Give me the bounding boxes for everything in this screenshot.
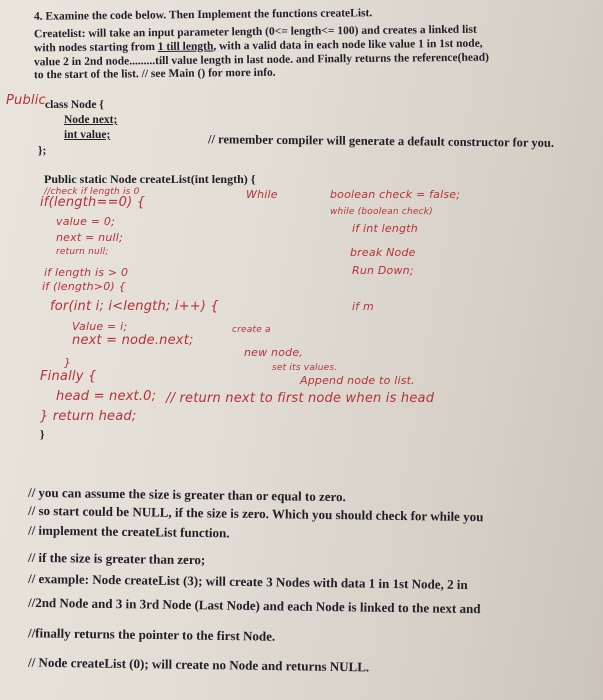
- hw-for-loop: for(int i; i<length; i++) {: [50, 299, 219, 314]
- node-next-field: Node next;: [64, 114, 118, 126]
- comment-line-6: //2nd Node and 3 in 3rd Node (Last Node) and each Node is linked to the next and: [27, 594, 481, 617]
- hw-finally: Finally {: [40, 369, 97, 384]
- hw-run-down: Run Down;: [352, 264, 414, 277]
- hw-if-length-gt-zero: if (length>0) {: [42, 280, 126, 293]
- question-line-1: 4. Examine the code below. Then Implement the functions createList.: [33, 7, 373, 23]
- hw-int-length: if int length: [352, 222, 418, 235]
- hw-next-node: next = node.next;: [72, 333, 194, 348]
- hw-if-length-zero: if(length==0) {: [40, 195, 146, 210]
- question-line-3-text-a: with nodes starting from: [33, 41, 158, 55]
- comment-line-1: // you can assume the size is greater than or equal to zero.: [27, 484, 346, 505]
- class-node-line: class Node {: [45, 99, 104, 111]
- question-line-2: Createlist: will take an input parameter length (0<= length<= 100) and creates a linked list: [33, 23, 477, 41]
- comment-line-3: // implement the createList function.: [27, 522, 230, 541]
- hw-head-comment: // return next to first node when is head: [166, 391, 435, 406]
- hw-new-node: new node,: [244, 346, 303, 359]
- hw-while-boolean: while (boolean check): [330, 207, 433, 217]
- hw-if-length-gt-zero-note: if length is > 0: [44, 266, 129, 279]
- comment-line-8: // Node createList (0); will create no Node and returns NULL.: [27, 654, 370, 675]
- comment-line-7: //finally returns the pointer to the first Node.: [27, 625, 276, 644]
- comment-line-4: // if the size is greater than zero;: [27, 549, 206, 568]
- hw-if-m: if m: [352, 300, 374, 313]
- question-line-5: to the start of the list. // see Main () for more info.: [33, 66, 276, 82]
- hw-next-null: next = null;: [56, 231, 123, 244]
- comment-line-5: // example: Node createList (3); will create 3 Nodes with data 1 in 1st Node, 2 in: [27, 570, 468, 593]
- question-line-4: value 2 in 2nd node.........till value length in last node. and Finally returns the reference(head): [33, 51, 489, 69]
- hw-close-brace-1: }: [64, 356, 72, 369]
- hw-head-next: head = next.0;: [56, 389, 157, 404]
- hw-set-values: set its values.: [272, 363, 338, 373]
- hw-return-null: return null;: [56, 247, 109, 257]
- question-line-3-text-b: , with a valid data in each node like value 1 in 1st node,: [213, 37, 483, 53]
- hw-append-node: Append node to list.: [300, 374, 415, 387]
- hw-while: While: [246, 188, 278, 201]
- hw-create-a: create a: [232, 325, 271, 335]
- question-line-3-underlined: 1 till length: [157, 40, 214, 54]
- hw-value-i: Value = i;: [72, 320, 128, 333]
- compiler-comment: // remember compiler will generate a default constructor for you.: [207, 132, 555, 150]
- hw-break-node: break Node: [350, 246, 416, 259]
- int-value-field: int value;: [64, 129, 111, 141]
- hw-value-zero: value = 0;: [56, 215, 115, 228]
- handwritten-public: Public: [6, 93, 46, 108]
- comment-line-2: // so start could be NULL, if the size is zero. Which you should check for while you: [27, 502, 484, 525]
- function-closing-brace: }: [40, 429, 45, 441]
- class-closing-brace: };: [38, 145, 47, 157]
- hw-check-length: //check if length is 0: [44, 187, 140, 197]
- hw-return-head: } return head;: [40, 409, 137, 424]
- function-signature: Public static Node createList(int length) {: [44, 172, 256, 186]
- hw-boolean-check: boolean check = false;: [330, 188, 461, 201]
